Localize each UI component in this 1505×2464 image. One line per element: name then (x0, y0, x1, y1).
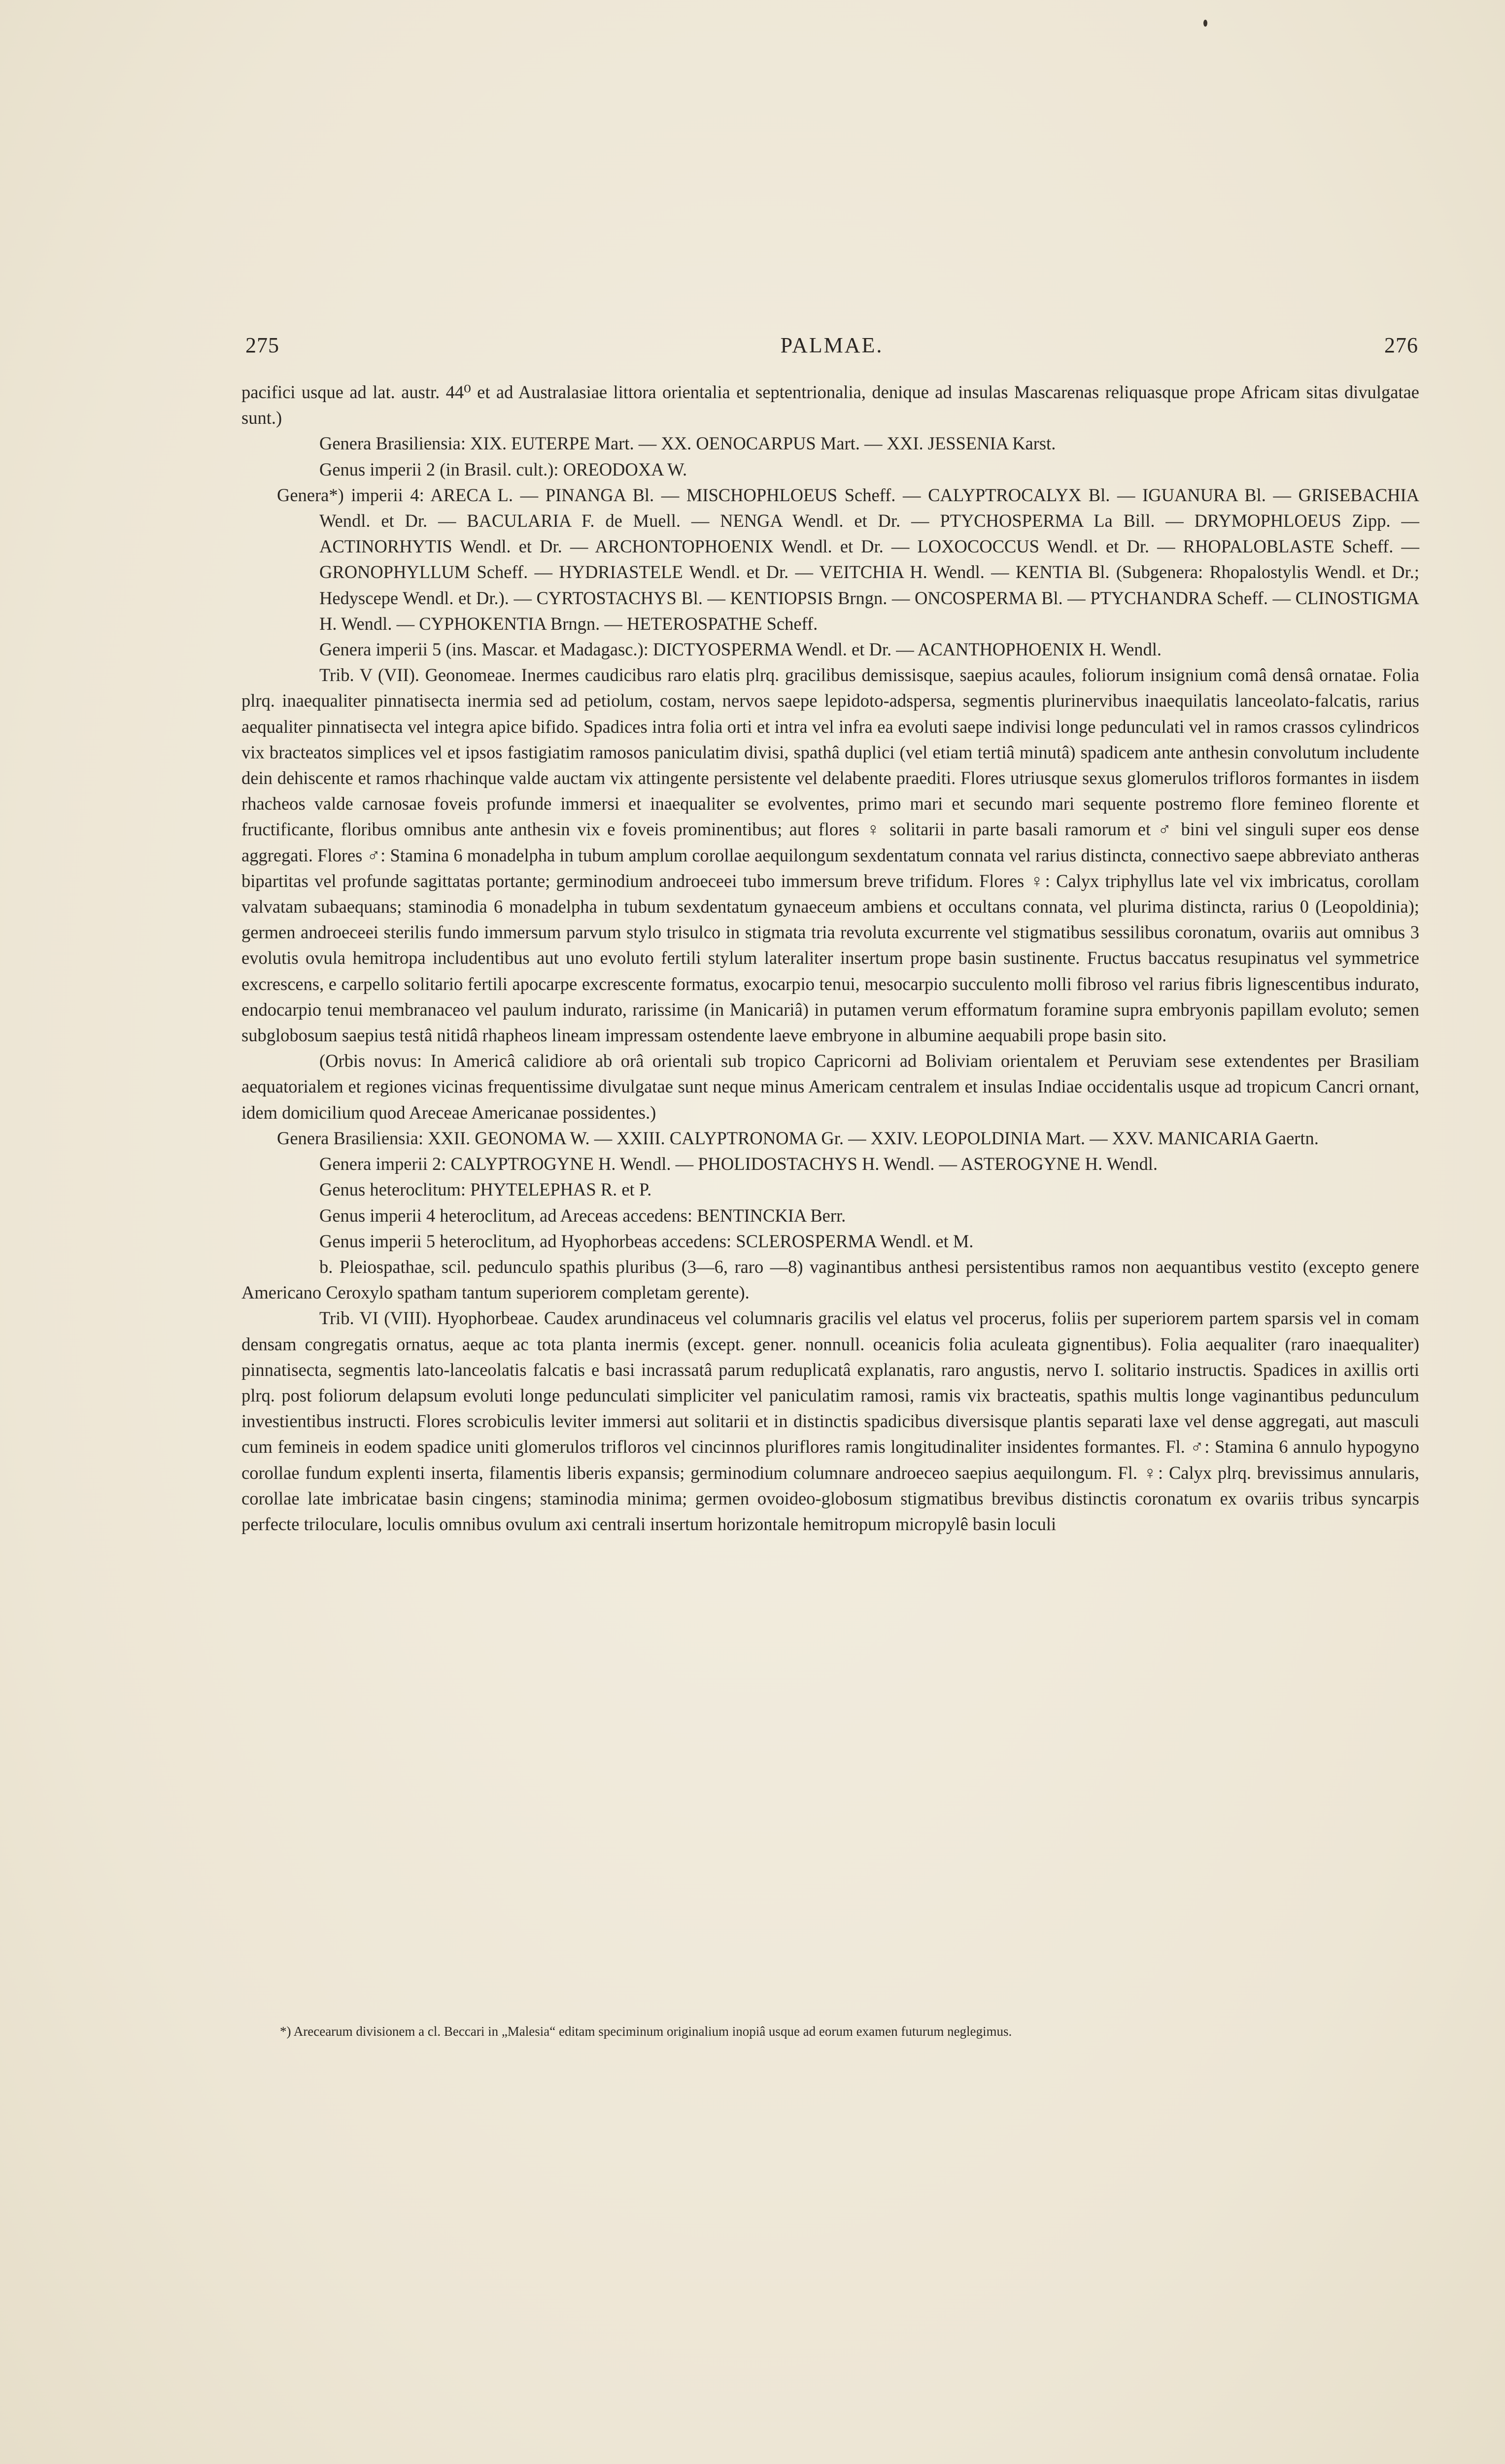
page-number-left: 275 (245, 333, 279, 357)
ink-speck (1203, 20, 1207, 27)
genera-imperii-5: Genera imperii 5 (ins. Mascar. et Madagasc.): DICTYOSPERMA Wendl. et Dr. — ACANTHOPHOENIX H. Wendl. (319, 639, 1162, 660)
running-title: PALMAE. (780, 333, 884, 357)
genera-imperii-2-geonomeae: Genera imperii 2: CALYPTROGYNE H. Wendl. — PHOLIDOSTACHYS H. Wendl. — ASTEROGYNE H. Wendl. (319, 1154, 1158, 1174)
genus-imperii-2: Genus imperii 2 (in Brasil. cult.): OREODOXA W. (319, 459, 687, 479)
footnote: *) Arecearum divisionem a cl. Beccari in „Malesia“ editam speciminum originalium inopiâ usque ad eorum examen futurum neglegimus. (280, 2024, 1012, 2039)
genus-heteroclitum: Genus heteroclitum: PHYTELEPHAS R. et P. (319, 1179, 652, 1200)
body-text (241, 379, 1419, 1537)
pleiospathae-section: b. Pleiospathae, scil. pedunculo spathis pluribus (3—6, raro —8) vaginantibus anthesi persistentibus ramos non aequantibus vestito (excepto genere Americano Ceroxylo spatham tantum superiorem completam gerente). (241, 1256, 1419, 1303)
orbis-novus-note: (Orbis novus: In Americâ calidiore ab orâ orientali sub tropico Capricorni ad Boliviam orientalem et Peruviam sese extendentes per Brasiliam aequatorialem et regiones vicinas frequentissime divulgatae sunt neque minus Americam centralem et insulas Indiae occidentalis usque ad tropicum Cancri ornant, idem domicilium quod Areceae Americanae possidentes.) (241, 1051, 1419, 1123)
running-header (245, 333, 1418, 362)
genera-brasiliensia-arecinae: Genera Brasiliensia: XIX. EUTERPE Mart. — XX. OENOCARPUS Mart. — XXI. JESSENIA Karst. (319, 433, 1056, 454)
paragraph-continuation: pacifici usque ad lat. austr. 44⁰ et ad Australasiae littora orientalia et septentrionalia, denique ad insulas Mascarenas reliquasque prope Africam sitas divulgatae sunt.) (241, 382, 1419, 428)
genera-imperii-4: Genera*) imperii 4: ARECA L. — PINANGA Bl. — MISCHOPHLOEUS Scheff. — CALYPTROCALYX Bl. — IGUANURA Bl. — GRISEBACHIA Wendl. et Dr. — BACULARIA F. de Muell. — NENGA Wendl. et Dr. — PTYCHOSPERMA La Bill. — DRYMOPHLOEUS Zipp. — ACTINORHYTIS Wendl. et Dr. — ARCHONTOPHOENIX Wendl. et Dr. — LOXOCOCCUS Wendl. et Dr. — RHOPALOBLASTE Scheff. — GRONOPHYLLUM Scheff. — HYDRIASTELE Wendl. et Dr. — VEITCHIA H. Wendl. — KENTIA Bl. (Subgenera: Rhopalostylis Wendl. et Dr.; Hedyscepe Wendl. et Dr.). — CYRTOSTACHYS Bl. — KENTIOPSIS Brngn. — ONCOSPERMA Bl. — PTYCHANDRA Scheff. — CLINOSTIGMA H. Wendl. — CYPHOKENTIA Brngn. — HETEROSPATHE Scheff. (277, 484, 1419, 634)
page-number-right: 276 (1384, 333, 1418, 357)
genus-imperii-4-heteroclitum: Genus imperii 4 heteroclitum, ad Areceas accedens: BENTINCKIA Berr. (319, 1205, 846, 1226)
genera-brasiliensia-geonomeae: Genera Brasiliensia: XXII. GEONOMA W. — XXIII. CALYPTRONOMA Gr. — XXIV. LEOPOLDINIA Mart. — XXV. MANICARIA Gaertn. (277, 1128, 1319, 1148)
tribus-geonomeae: Trib. V (VII). Geonomeae. Inermes caudicibus raro elatis plrq. gracilibus demissisque, saepius acaules, foliorum insignium comâ densâ ornatae. Folia plrq. inaequaliter pinnatisecta inermia sed ad petiolum, costam, nervos saepe lepidoto-adspersa, segmentis plurinervibus inaequilatis lanceolato-falcatis, rarius aequaliter pinnatisecta vel integra apice bifido. Spadices intra folia orti et intra vel infra ea evoluti saepe indivisi longe pedunculati vel in ramos crassos cylindricos vix bracteatos simplices vel et ipsos fastigiatim ramosos paniculatim divisi, spathâ duplici (vel etiam tertiâ minutâ) spadicem ante anthesin convolutum includente dein dehiscente et ramos rhachinque valde auctam vix attingente persistente vel delabente praediti. Flores utriusque sexus glomerulos trifloros formantes in iisdem rhacheos valde carnosae foveis profunde immersi et inaequaliter se evolventes, primo mari et secundo mari sequente postremo flore femineo florente et fructificante, floribus omnibus ante anthesin vix e foveis prominentibus; aut flores ♀ solitarii in parte basali ramorum et ♂ bini vel singuli super eos dense aggregati. Flores ♂: Stamina 6 monadelpha in tubum amplum corollae aequilongum sexdentatum connata vel rarius distincta, connectivo saepe abbreviato antheras bipartitas vel profunde sagittatas portante; germinodium androeceei tubo immersum breve trifidum. Flores ♀: Calyx triphyllus late vel vix imbricatus, corollam valvatam subaequans; staminodia 6 monadelpha in tubum sexdentatum gynaeceum ambiens et occultans connata, vel plurima distincta, rarius 0 (Leopoldinia); germen androeceei sterilis fundo immersum parvum stylo trisulco in stigmata tria revoluta excurrente vel stigmatibus sessilibus coronatum, ovariis aut omnibus 3 evolutis ovula hemitropa includentibus aut uno evoluto fertili stylum lateraliter insertum prope basin sustinente. Fructus baccatus resupinatus vel symmetrice excrescens, e carpello solitario fertili apocarpe excrescente formatus, exocarpio tenui, mesocarpio succulento molli fibroso vel rarius fibris lignescentibus indurato, endocarpio tenui membranaceo vel paulum indurato, rarissime (in Manicariâ) in putamen verum efformatum foramine supra embryonis papillam evoluto; semen subglobosum saepius testâ nitidâ rhapheos lineam impressam ostendente laeve embryone in albumine aequabili prope basin sito. (241, 665, 1419, 1046)
genus-imperii-5-heteroclitum: Genus imperii 5 heteroclitum, ad Hyophorbeas accedens: SCLEROSPERMA Wendl. et M. (319, 1231, 974, 1251)
tribus-hyophorbeae: Trib. VI (VIII). Hyophorbeae. Caudex arundinaceus vel columnaris gracilis vel elatus vel procerus, foliis per superiorem partem sparsis vel in comam densam congregatis ornatus, aeque ac tota planta inermis (except. gener. nonnull. oceanicis folia aculeata gignentibus). Folia aequaliter (raro inaequaliter) pinnatisecta, segmentis lato-lanceolatis falcatis e basi incrassatâ parum reduplicatâ explanatis, raro angustis, nervo I. solitario instructis. Spadices in axillis orti plrq. post foliorum delapsum evoluti longe pedunculati simpliciter vel paniculatim ramosi, ramis vix bracteatis, spathis multis longe vaginantibus pedunculum investientibus instructi. Flores scrobiculis leviter immersi aut solitarii et in distinctis spadicibus diversisque plantis separati laxe vel dense aggregati, aut masculi cum femineis in eodem spadice uniti glomerulos trifloros vel cincinnos pluriflores ramis longitudinaliter insidentes formantes. Fl. ♂: Stamina 6 annulo hypogyno corollae fundum explenti inserta, filamentis liberis expansis; germinodium columnare androeceo saepius aequilongum. Fl. ♀: Calyx plrq. brevissimus annularis, corollae late imbricatae basin cingens; staminodia minima; germen ovoideo-globosum stigmatibus brevibus distinctis coronatum ex ovariis tribus syncarpis perfecte triloculare, loculis omnibus ovulum axi centrali insertum horizontale hemitropum micropylê basin loculi (241, 1308, 1419, 1534)
